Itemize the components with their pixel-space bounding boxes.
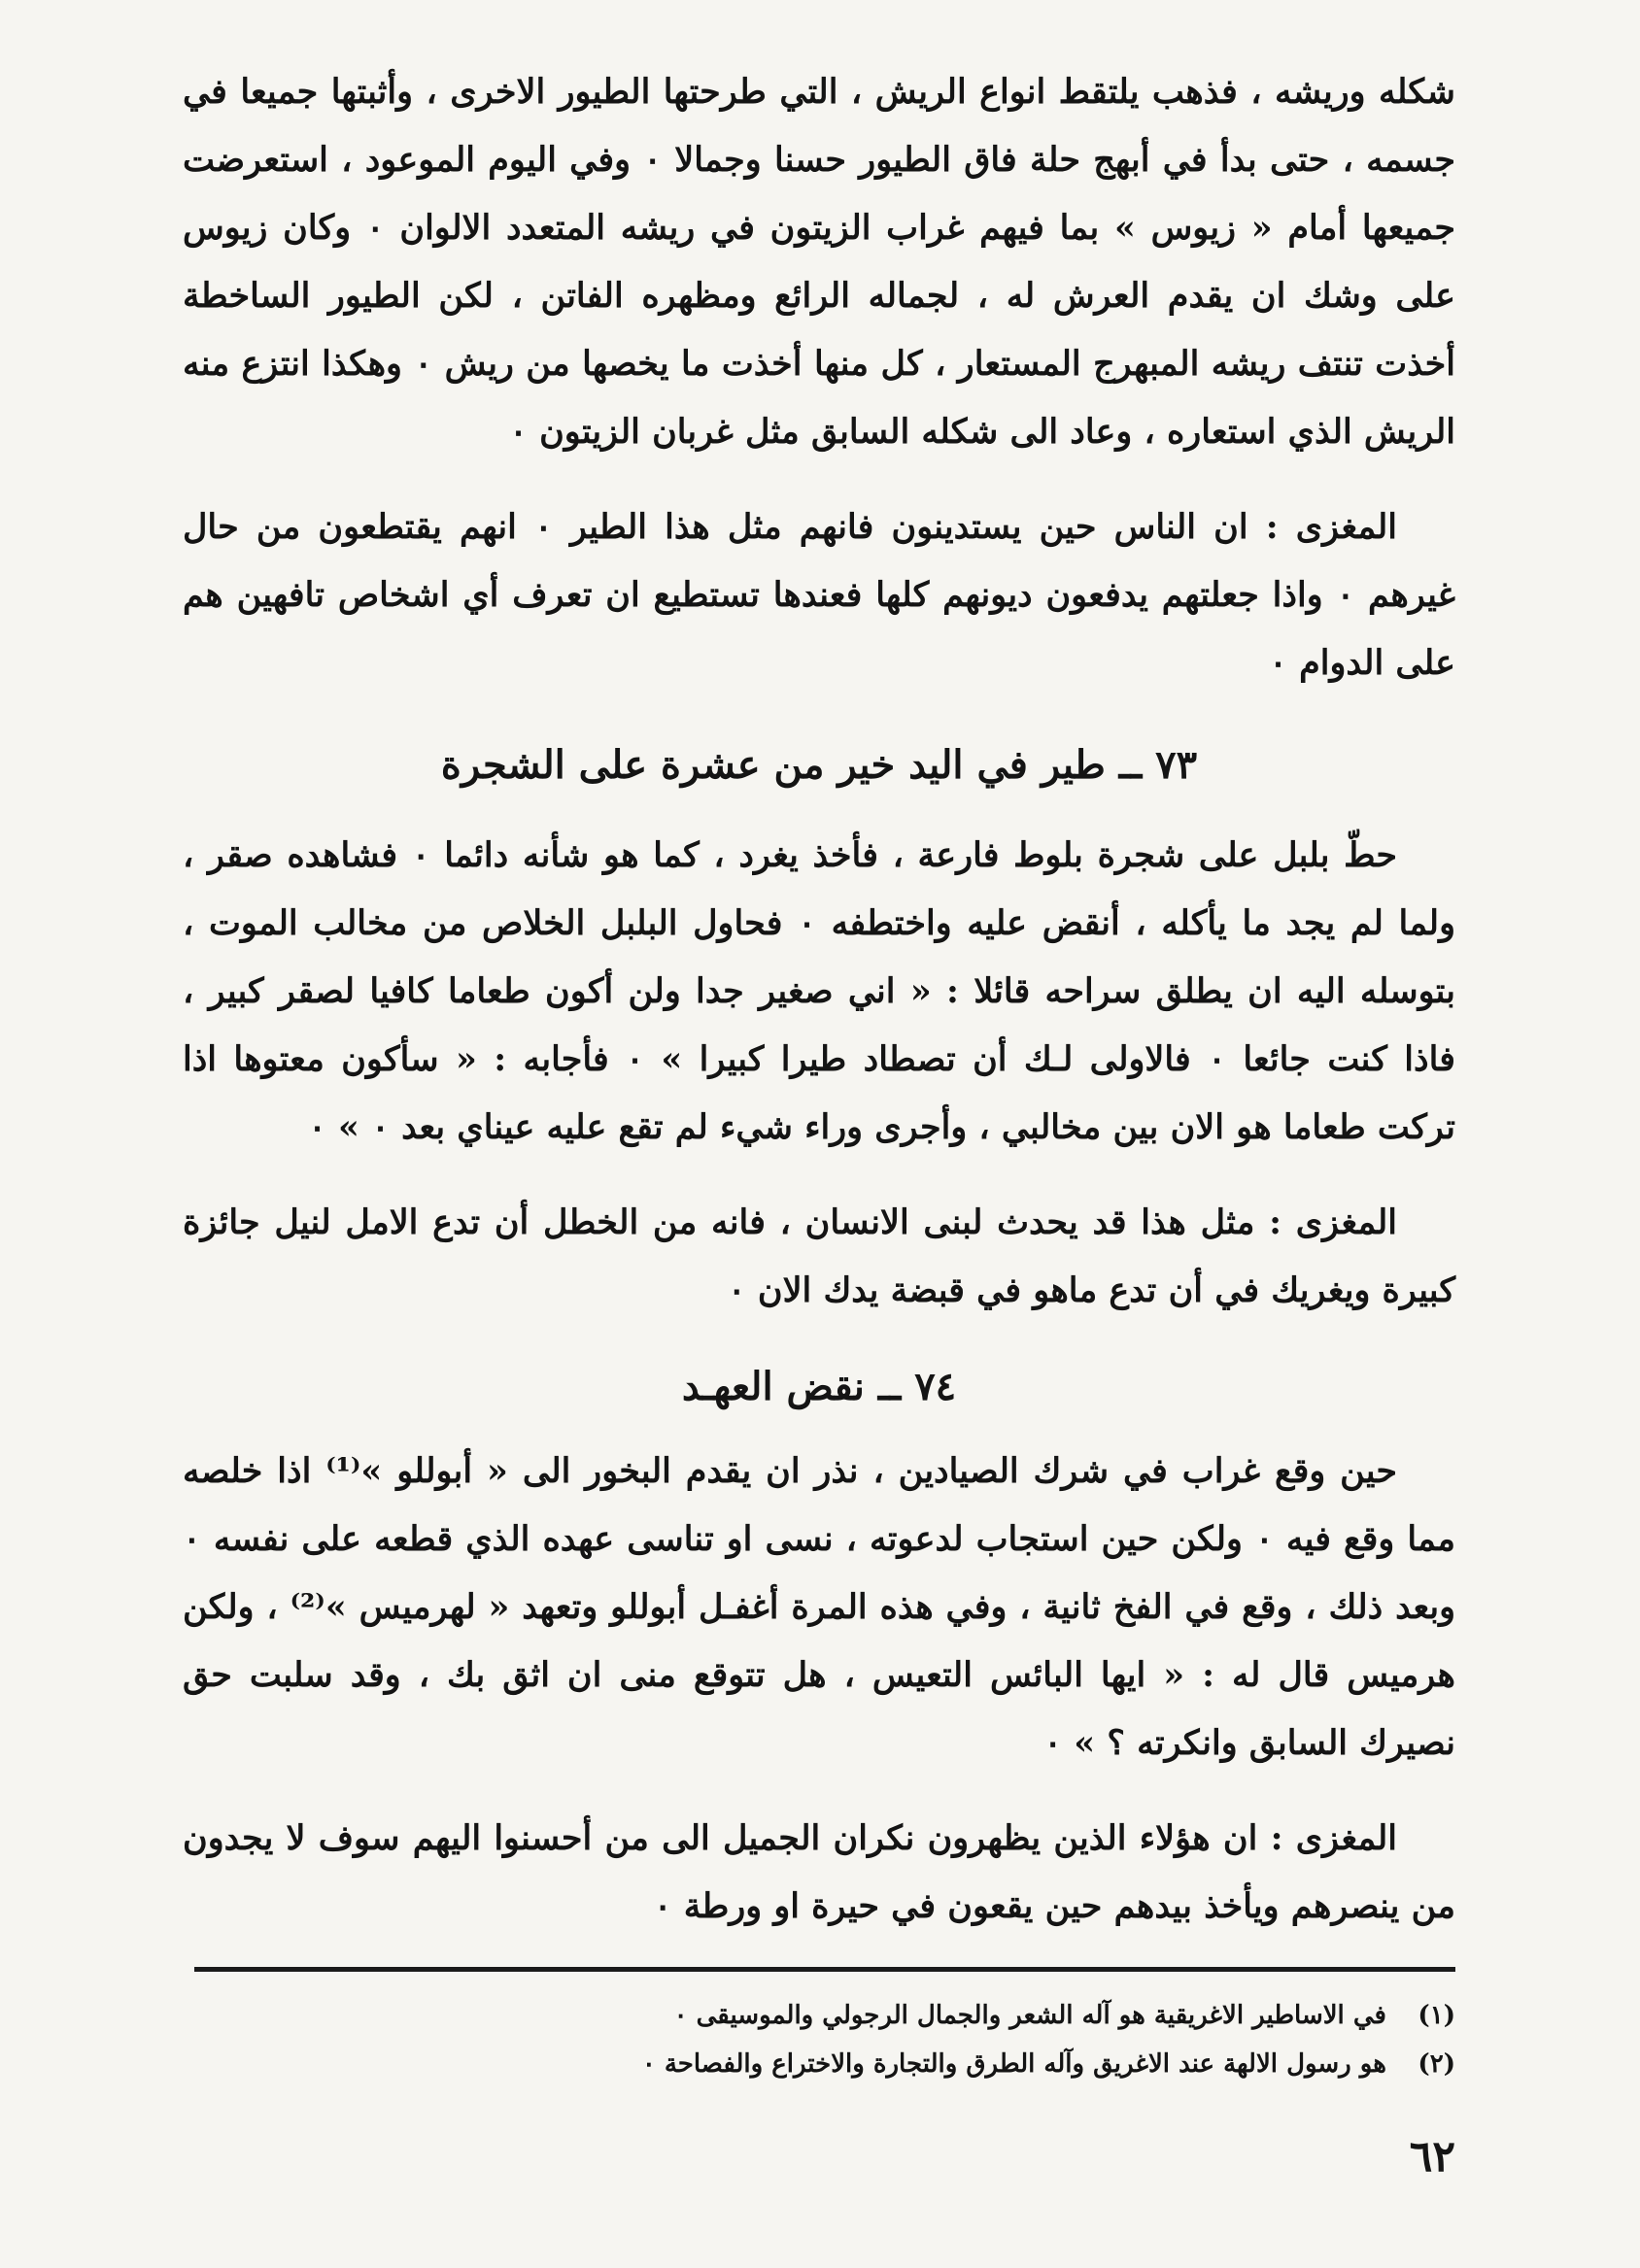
footnote-number: (١)	[1418, 2001, 1455, 2030]
footnote-divider	[194, 1967, 1455, 1972]
page-number: ٦٢	[1409, 2132, 1455, 2182]
footnote-number: (٢)	[1418, 2049, 1455, 2079]
story-74-title: ٧٤ ــ نقض العهـد	[681, 1364, 957, 1409]
page-body	[183, 58, 1455, 1941]
story-73-title: ٧٣ ــ طير في اليد خير من عشرة على الشجرة	[440, 742, 1198, 788]
story-74-moral: المغزى : ان هؤلاء الذين يظهرون نكران الجميل الى من أحسنوا اليهم سوف لا يجدون من ينصرهم ويأخذ بيدهم حين يقعون في حيرة او ورطة ٠	[183, 1818, 1455, 1926]
story-72-moral: المغزى : ان الناس حين يستدينون فانهم مثل هذا الطير ٠ انهم يقتطعون من حال غيرهم ٠ واذا جعلتهم يدفعون ديونهم كلها فعندها تستطيع ان تعرف أي اشخاص تافهين هم على الدوام ٠	[183, 507, 1455, 683]
footnote-1	[183, 1991, 1455, 2040]
footnote-text: هو رسول الالهة عند الاغريق وآله الطرق والتجارة والاختراع والفصاحة ٠	[641, 2049, 1386, 2079]
story-73-moral: المغزى : مثل هذا قد يحدث لبنى الانسان ، فانه من الخطل أن تدع الامل لنيل جائزة كبيرة ويغريك في أن تدع ماهو في قبضة يدك الان ٠	[183, 1202, 1455, 1310]
footnote-2	[183, 2040, 1455, 2088]
story-74-body: حين وقع غراب في شرك الصيادين ، نذر ان يقدم البخور الى « أبوللو »⁽¹⁾ اذا خلصه مما وقع فيه ٠ ولكن حين استجاب لدعوته ، نسى او تناسى عهده الذي قطعه على نفسه ٠ وبعد ذلك ، وقع في الفخ ثانية ، وفي هذه المرة أغفـل أبوللو وتعهد « لهرميس »⁽²⁾ ، ولكن هرميس قال له : « ايها البائس التعيس ، هل تتوقع منى ان اثق بك ، وقد سلبت حق نصيرك السابق وانكرته ؟ » ٠	[183, 1451, 1455, 1763]
story-73-body: حطّ بلبل على شجرة بلوط فارعة ، فأخذ يغرد ، كما هو شأنه دائما ٠ فشاهده صقر ، ولما لم يجد ما يأكله ، أنقض عليه واختطفه ٠ فحاول البلبل الخلاص من مخالب الموت ، بتوسله اليه ان يطلق سراحه قائلا : « اني صغير جدا ولن أكون طعاما كافيا لصقر كبير ، فاذا كنت جائعا ٠ فالاولى لـك أن تصطاد طيرا كبيرا » ٠ فأجابه : « سأكون معتوها اذا تركت طعاما هو الان بين مخالبي ، وأجرى وراء شيء لم تقع عليه عيناي بعد ٠ » ٠	[183, 835, 1455, 1147]
story-72-body: شكله وريشه ، فذهب يلتقط انواع الريش ، التي طرحتها الطيور الاخرى ، وأثبتها جميعا في جسمه ، حتى بدأ في أبهج حلة فاق الطيور حسنا وجمالا ٠ وفي اليوم الموعود ، استعرضت جميعها أمام « زيوس » بما فيهم غراب الزيتون في ريشه المتعدد الالوان ٠ وكان زيوس على وشك ان يقدم العرش له ، لجماله الرائع ومظهره الفاتن ، لكن الطيور الساخطة أخذت تنتف ريشه المبهرج المستعار ، كل منها أخذت ما يخصها من ريش ٠ وهكذا انتزع منه الريش الذي استعاره ، وعاد الى شكله السابق مثل غربان الزيتون ٠	[183, 72, 1455, 452]
footnote-text: في الاساطير الاغريقية هو آله الشعر والجمال الرجولي والموسيقى ٠	[673, 2001, 1386, 2030]
footnotes	[183, 1991, 1455, 2088]
